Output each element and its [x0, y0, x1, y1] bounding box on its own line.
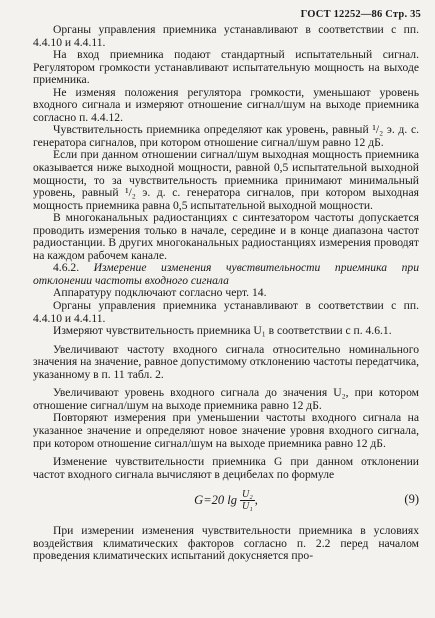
section-number: 4.6.2.	[53, 261, 80, 275]
paragraph: В многоканальных радиостанциях с синтезатором частоты допускается проводить измерения только в начале, середине и в конце диапазона частот радиостанции. В других многоканальных радиостанциях измерения проводят на каждом рабочем канале.	[33, 211, 419, 262]
formula-fraction	[240, 489, 255, 512]
paragraph: Органы управления приемника устанавливают в соответствии с пп. 4.4.10 и 4.4.11.	[33, 23, 419, 49]
paragraph: Увеличивают уровень входного сигнала до значения U₂, при котором отношение сигнал/шум на выходе приемника равно 12 дБ.	[33, 386, 419, 412]
paragraph: Если при данном отношении сигнал/шум выходная мощность приемника оказывается ниже выходной мощности, равной 0,5 испытательной выходной мощности, то за чувствительность приемника принимают минимальный уровень, равный ¹/₂ э. д. с. генератора сигналов, при котором выходная мощность приемника равна 0,5 испытательной выходной мощности.	[33, 148, 419, 212]
formula-numerator: U₂	[241, 488, 253, 500]
paragraph: Аппаратуру подключают согласно черт. 14.	[53, 286, 267, 300]
page-content	[33, 24, 419, 563]
paragraph: На вход приемника подают стандартный испытательный сигнал. Регулятором громкости устанавливают испытательную мощность на выходе приемника.	[33, 48, 419, 87]
section-title: Измерение изменения чувствительности приемника при отклонении частоты входного сигнала	[33, 261, 419, 287]
paragraph: Измеряют чувствительность приемника U₁ в соответствии с п. 4.6.1.	[53, 324, 392, 338]
paragraph: Повторяют измерения при уменьшении частоты входного сигнала на указанное значение и определяют новое значение уровня входного сигнала, при котором отношение сигнал/шум на выходе приемника равно 12 дБ.	[33, 411, 419, 450]
paragraph: При измерении изменения чувствительности приемника в условиях воздействия климатических факторов согласно п. 2.2 перед началом проведения климатических испытаний докусняется про-	[33, 524, 419, 563]
formula	[33, 487, 419, 513]
formula-denominator: U₁	[241, 500, 253, 512]
formula-tail: ,	[254, 492, 258, 507]
paragraph: Изменение чувствительности приемника G при данном отклонении частот входного сигнала вычисляют в децибелах по формуле	[33, 455, 419, 481]
paragraph: Не изменяя положения регулятора громкости, уменьшают уровень входного сигнала и измеряют отношение сигнал/шум на выходе приемника согласно п. 4.4.12.	[33, 85, 419, 124]
page-header: ГОСТ 12252—86 Стр. 35	[300, 9, 421, 20]
section-heading	[33, 262, 419, 287]
paragraph: Чувствительность приемника определяют как уровень, равный ¹/₂ э. д. с. генератора сигналов, при котором отношение сигнал/шум равно 12 дБ.	[33, 123, 419, 149]
formula-expression	[194, 489, 258, 512]
formula-number: (9)	[404, 492, 419, 507]
paragraph: Органы управления приемника устанавливают в соответствии с пп. 4.4.10 и 4.4.11.	[33, 299, 419, 325]
formula-lhs: G=20 lg	[194, 492, 237, 507]
paragraph: Увеличивают частоту входного сигнала относительно номинального значения на значение, равное допустимому отклонению частоты передатчика, указанному в п. 11 табл. 2.	[33, 342, 419, 381]
